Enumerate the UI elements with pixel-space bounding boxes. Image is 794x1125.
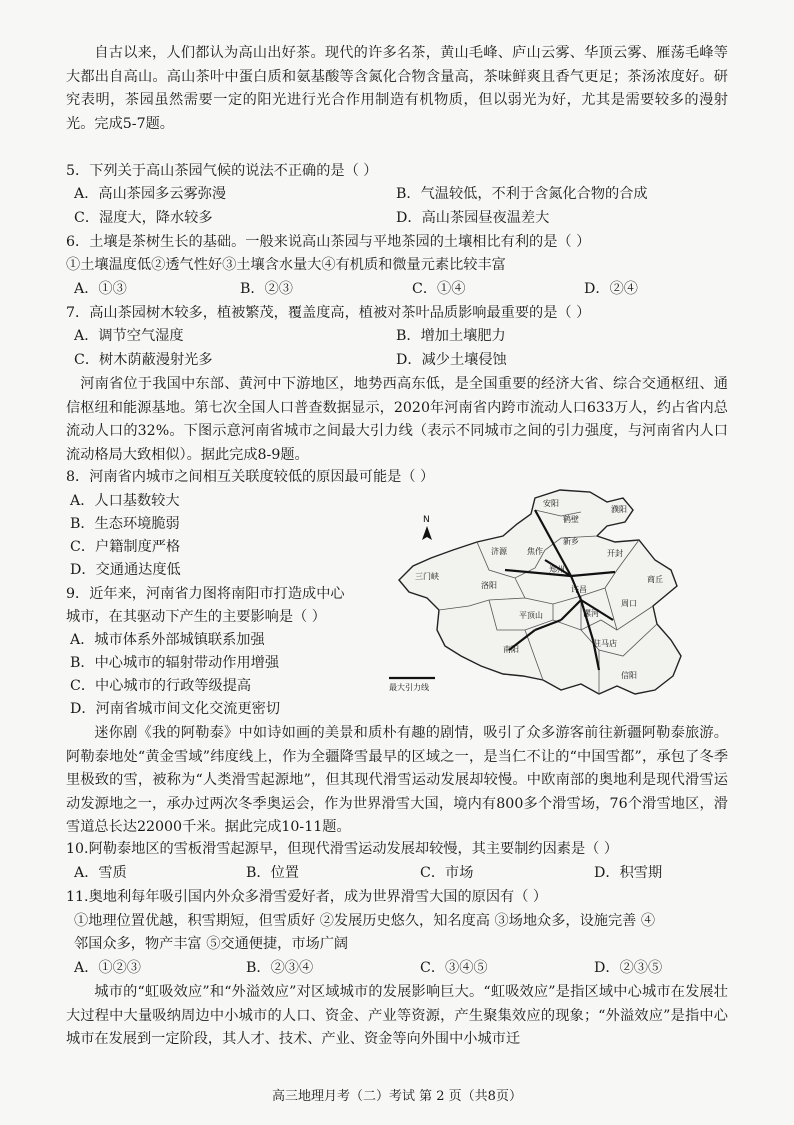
question-6-stem: 6．土壤是茶树生长的基础。一般来说高山茶园与平地茶园的土壤相比有利的是（ ） bbox=[66, 234, 591, 250]
city-label: 开封 bbox=[607, 549, 623, 558]
city-label: 商丘 bbox=[647, 575, 663, 584]
q7-option-b: B．增加土壤肥力 bbox=[396, 328, 506, 344]
q11-option-d: D．②③⑤ bbox=[594, 960, 663, 976]
city-label: 濮阳 bbox=[611, 505, 627, 514]
city-label: 焦作 bbox=[527, 547, 543, 556]
city-label: 驻马店 bbox=[593, 639, 617, 648]
q9-option-a: A．城市体系外部城镇联系加强 bbox=[70, 632, 265, 648]
q6-option-c: C．①④ bbox=[412, 281, 466, 297]
question-11-stem: 11.奥地利每年吸引国内外众多滑雪爱好者，成为世界滑雪大国的原因有（ ） bbox=[66, 889, 548, 905]
q5-option-c: C．湿度大，降水较多 bbox=[74, 210, 213, 226]
question-9-stem-line1: 9．近年来，河南省力图将南阳市打造成中心 bbox=[66, 586, 345, 602]
q10-option-c: C．市场 bbox=[420, 865, 474, 881]
passage-henan: 河南省位于我国中东部、黄河中下游地区，地势西高东低，是全国重要的经济大省、综合交通枢纽、通信枢纽和能源基地。第七次全国人口普查数据显示，2020年河南省内跨市流动人口633万人，约占省内总流动人口的32%。下图示意河南省城市之间最大引力线（表示不同城市之间的引力强度，与河南省内人口流动格局大致相似）。据此完成8-9题。 bbox=[66, 376, 728, 463]
q8-option-d: D．交通通达度低 bbox=[70, 562, 181, 578]
q11-option-a: A．①②③ bbox=[74, 960, 141, 976]
q10-option-a: A．雪质 bbox=[74, 865, 127, 881]
city-label: 漯河 bbox=[583, 609, 599, 618]
city-label: 郑州 bbox=[549, 565, 565, 574]
city-label: 信阳 bbox=[621, 671, 637, 680]
passage-siphon-effect: 城市的“虹吸效应”和“外溢效应”对区域城市的发展影响巨大。“虹吸效应”是指区域中心城市在发展壮大过程中大量吸纳周边中小城市的人口、资金、产业等资源，产生聚集效应的现象；“外溢效应”是指中心城市在发展到一定阶段，其人才、技术、产业、资金等向外围中小城市迁 bbox=[66, 984, 728, 1048]
city-label: 周口 bbox=[621, 599, 637, 608]
q10-option-d: D．积雪期 bbox=[594, 865, 663, 881]
city-label: 许昌 bbox=[571, 585, 587, 594]
q9-option-b: B．中心城市的辐射带动作用增强 bbox=[70, 655, 280, 671]
q8-option-b: B．生态环境脆弱 bbox=[70, 516, 180, 532]
question-7-stem: 7．高山茶园树木较多，植被繁茂，覆盖度高，植被对茶叶品质影响最重要的是（ ） bbox=[66, 305, 591, 321]
henan-gravity-map bbox=[385, 480, 705, 700]
q6-option-a: A．①③ bbox=[74, 281, 127, 297]
q7-option-a: A．调节空气湿度 bbox=[74, 328, 184, 344]
passage-tea: 自古以来，人们都认为高山出好茶。现代的许多名茶，黄山毛峰、庐山云雾、华顶云雾、雁荡毛峰等大都出自高山。高山茶叶中蛋白质和氨基酸等含氮化合物含量高，茶味鲜爽且香气更足；茶汤浓度好。研究表明，茶园虽然需要一定的阳光进行光合作用制造有机物质，但以弱光为好，尤其是需要较多的漫射光。完成5-7题。 bbox=[66, 45, 728, 132]
question-6-items: ①土壤温度低②透气性好③土壤含水量大④有机质和微量元素比较丰富 bbox=[66, 257, 506, 273]
city-label: 新乡 bbox=[563, 537, 579, 546]
q6-option-d: D．②④ bbox=[584, 281, 638, 297]
city-label: 南阳 bbox=[503, 645, 519, 654]
q5-option-b: B．气温较低，不利于含氮化合物的合成 bbox=[396, 186, 648, 202]
q8-option-a: A．人口基数较大 bbox=[70, 493, 180, 509]
q7-option-c: C．树木荫蔽漫射光多 bbox=[74, 352, 213, 368]
q6-option-b: B．②③ bbox=[240, 281, 293, 297]
question-5-stem: 5．下列关于高山茶园气候的说法不正确的是（ ） bbox=[66, 163, 378, 179]
question-8-stem: 8．河南省内城市之间相互关联度较低的原因最可能是（ ） bbox=[66, 469, 435, 485]
q5-option-a: A．高山茶园多云雾弥漫 bbox=[74, 186, 227, 202]
q11-option-c: C．③④⑤ bbox=[420, 960, 488, 976]
city-label: 平顶山 bbox=[519, 611, 543, 620]
map-legend bbox=[389, 678, 435, 692]
city-label: 安阳 bbox=[543, 499, 559, 508]
question-10-stem: 10.阿勒泰地区的雪板滑雪起源早，但现代滑雪运动发展却较慢，其主要制约因素是（ ） bbox=[66, 841, 619, 857]
city-label: 三门峡 bbox=[415, 572, 439, 581]
q9-option-c: C．中心城市的行政等级提高 bbox=[70, 678, 252, 694]
q5-option-d: D．高山茶园昼夜温差大 bbox=[396, 210, 550, 226]
q7-option-d: D．减少土壤侵蚀 bbox=[396, 352, 507, 368]
q8-option-c: C．户籍制度严格 bbox=[70, 539, 181, 555]
q10-option-b: B．位置 bbox=[246, 865, 299, 881]
question-11-items-line2: 邻国众多，物产丰富 ⑤交通便捷，市场广阔 bbox=[74, 936, 349, 952]
passage-altay: 迷你剧《我的阿勒泰》中如诗如画的美景和质朴有趣的剧情，吸引了众多游客前往新疆阿勒泰旅游。阿勒泰地处“黄金雪域”纬度线上，作为全疆降雪最早的区域之一，是当仁不让的“中国雪都”，承包了冬季里极致的雪，被称为“人类滑雪起源地”，但其现代滑雪运动发展却较慢。中欧南部的奥地利是现代滑雪运动发源地之一，承办过两次冬季奥运会，作为世界滑雪大国，境内有800多个滑雪场，76个滑雪地区，滑雪道总长达22000千米。据此完成10-11题。 bbox=[66, 725, 729, 836]
north-label: N bbox=[423, 515, 430, 525]
city-label: 洛阳 bbox=[481, 581, 497, 590]
city-label: 鹤壁 bbox=[563, 515, 579, 524]
legend-label: 最大引力线 bbox=[389, 683, 429, 692]
question-11-items-line1: ①地理位置优越，积雪期短，但雪质好 ②发展历史悠久，知名度高 ③场地众多，设施完善 ④ bbox=[74, 913, 656, 929]
q9-option-d: D．河南省城市间文化交流更密切 bbox=[70, 701, 281, 717]
north-arrow-icon bbox=[422, 515, 432, 540]
page-footer: 高三地理月考（二）考试 第 2 页（共8页） bbox=[272, 1089, 522, 1104]
q11-option-b: B．②③④ bbox=[246, 960, 314, 976]
question-9-stem-line2: 城市，在其驱动下产生的主要影响是（ ） bbox=[66, 609, 326, 625]
city-label: 济源 bbox=[491, 547, 507, 556]
